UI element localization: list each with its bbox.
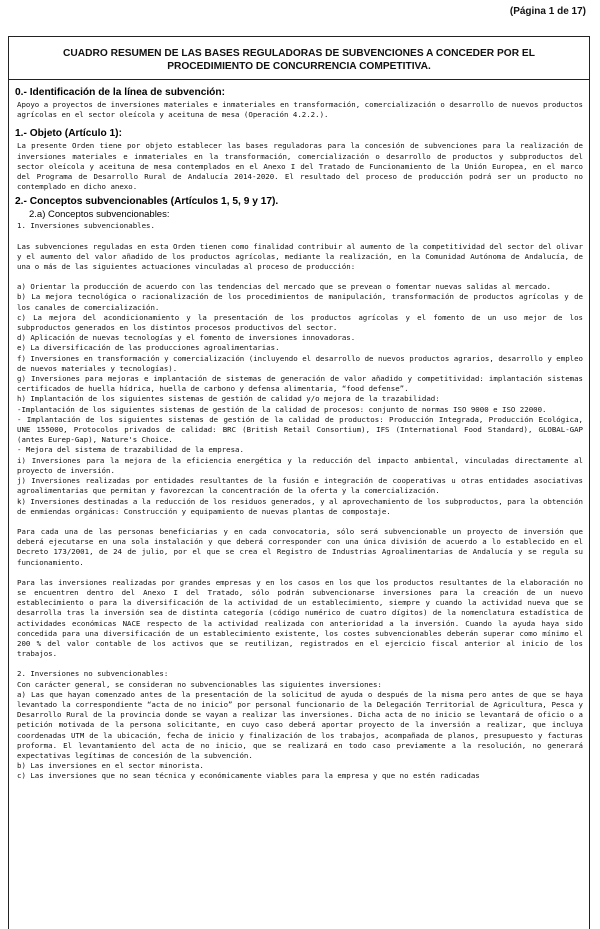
list-item: b) La mejora tecnológica o racionalización de los procedimientos de manipulación, transformación de productos agrícolas y de los canales de comercialización. [17,292,583,312]
item-1-heading: 1. Inversiones subvencionables. [17,221,155,231]
document-body [9,80,589,782]
paragraph-single-project: Para cada una de las personas beneficiarias y en cada convocatoria, sólo será subvencionable un proyecto de inversión que deberá ejecutarse en una sola instalación y que deberá corresponder con una única división de acuerdo a lo establecido en el Decreto 173/2001, de 24 de julio, por el que se crea el Registro de Industrias Agroalimentarias de Andalucía y se regula su funcionamiento. [17,526,583,567]
list-item: k) Inversiones destinadas a la reducción de los residuos generados, y al aprovechamiento de los subproductos, para la obtención de enmiendas orgánicas: Construcción y equipamiento de nuevas plantas de compostaje. [17,496,583,516]
list-item: j) Inversiones realizadas por entidades resultantes de la fusión e integración de cooperativas u otras entidades asociativas agroalimentarias que permitan y favorezcan la concentración de la oferta y la comercialización. [17,476,583,496]
document-frame [8,36,590,929]
list-item: -Implantación de los siguientes sistemas de gestión de la calidad de procesos: conjunto de normas ISO 9000 e ISO 22000. [17,404,547,414]
list-item: f) Inversiones en transformación y comercialización (incluyendo el desarrollo de nuevos productos agrarios, desarrollo y empleo de nuevos materiales y tecnologías). [17,353,583,373]
list-item: a) Orientar la producción de acuerdo con las tendencias del mercado que se prevean o fomentar nuevas salidas al mercado. [17,282,551,292]
section-1-text: La presente Orden tiene por objeto establecer las bases reguladoras para la concesión de subvenciones para la realización de inversiones materiales e inmateriales en la transformación, comercialización o desarrollo de productos y subproductos del sector oleícola y aceituna de mesa contemplados en el Anexo I del Tratado de Funcionamiento de la Unión Europea, en el marco del Programa de Desarrollo Rural de Andalucía 2014-2020. El resultado del proceso de producción podrá ser un producto no contemplado en dicho anexo. [17,141,583,192]
section-2a-subheading: 2.a) Conceptos subvencionables: [29,209,170,221]
page-number: (Página 1 de 17) [509,6,586,17]
document-title: CUADRO RESUMEN DE LAS BASES REGULADORAS DE SUBVENCIONES A CONCEDER POR EL PROCEDIMIENTO DE CONCURRENCIA COMPETITIVA. [9,37,589,80]
list-item: - Mejora del sistema de trazabilidad de la empresa. [17,445,244,455]
item-2-heading: 2. Inversiones no subvencionables: [17,669,169,679]
list-item: b) Las inversiones en el sector minorista. [17,761,204,771]
section-1-heading: 1.- Objeto (Artículo 1): [15,128,122,140]
paragraph-large-companies: Para las inversiones realizadas por grandes empresas y en los casos en los que los productos resultantes de la elaboración no se encuentren dentro del Anexo I del Tratado, sólo podrán subvencionarse inversiones para la creación de un nuevo establecimiento o para la diversificación de la actividad de un establecimiento, siempre y cuando la actividad nueva que se desarrolla tras la inversión sea de distinta categoría (código numérico de cuatro dígitos) de la nomenclatura estadística de actividades económicas NACE respecto de la actividad realizada con anterioridad a la inversión. Cuando la ayuda haya sido concedida para una diversificación de un establecimiento existente, los costes subvencionables deberán superar como mínimo el 200 % del valor contable de los activos que se reutilizan, registrados en el ejercicio fiscal anterior al inicio de los trabajos. [17,577,583,659]
list-item: - Implantación de los siguientes sistemas de gestión de la calidad de productos: Producción Integrada, Producción Ecológica, UNE 155000, Protocolos privados de calidad: BRC (British Retail Consortium), IFS (International Food Standard), GLOBAL-GAP (antes Eurep-Gap), Nature's Choice. [17,414,583,445]
list-item: c) La mejora del acondicionamiento y la presentación de los productos agrícolas y el fomento de un uso mejor de los subproductos generados en los distintos procesos productivos del sector. [17,312,583,333]
list-item: c) Las inversiones que no sean técnica y económicamente viables para la empresa y que no estén radicadas [17,771,480,781]
list-item: g) Inversiones para mejoras e implantación de sistemas de generación de valor añadido y competitividad: implantación sistemas certificados de huella hídrica, huella de carbono y defensa alimentaria, “food defense”. [17,374,583,394]
list-item: a) Las que hayan comenzado antes de la presentación de la solicitud de ayuda o después de la misma pero antes de que se haya levantado la correspondiente “acta de no inicio” por personal funcionario de la Delegación Territorial de Agricultura, Pesca y Desarrollo Rural de la provincia donde se vayan a realizar las inversiones. Dicha acta de no inicio se levantará de oficio o a petición motivada de la persona solicitante, en cuyo caso deberá aportar proyecto de la inversión a realizar, que incluya coordenadas UTM de la ubicación, fecha de inicio y finalización de los trabajos, acompañada de planos, presupuesto y facturas proforma. El levantamiento del acta de no inicio, que se realizará en todo caso previamente a la resolución, no generará expectativas legítimas de concesión de la subvención. [17,689,583,760]
section-0-heading: 0.- Identificación de la línea de subvención: [15,87,226,98]
list-item: i) Inversiones para la mejora de la eficiencia energética y la reducción del impacto ambiental, vinculadas directamente al proyecto de inversión. [17,455,583,475]
list-item: d) Aplicación de nuevas tecnologías y el fomento de inversiones innovadoras. [17,333,356,343]
intro-paragraph: Las subvenciones reguladas en esta Orden tienen como finalidad contribuir al aumento de la competitividad del sector del olivar y el aumento del valor añadido de los productos agrícolas, mediante la realización, en la Comunidad Autónoma de Andalucía, de una o más de las siguientes actuaciones vinculadas al proceso de producción: [17,241,583,272]
section-2-heading: 2.- Conceptos subvencionables (Artículos 1, 5, 9 y 17). [15,196,279,208]
item-2-intro: Con carácter general, se consideran no subvencionables las siguientes inversiones: [17,679,382,689]
list-item: h) Implantación de los siguientes sistemas de gestión de calidad y/o mejora de la trazabilidad: [17,394,440,404]
section-0-text: Apoyo a proyectos de inversiones materiales e inmateriales en transformación, comercialización o desarrollo de nuevos productos agrícolas en el sector oleícola y aceituna de mesa (Operación 4.2.2.). [17,100,583,120]
list-item: e) La diversificación de las producciones agroalimentarias. [17,343,280,353]
